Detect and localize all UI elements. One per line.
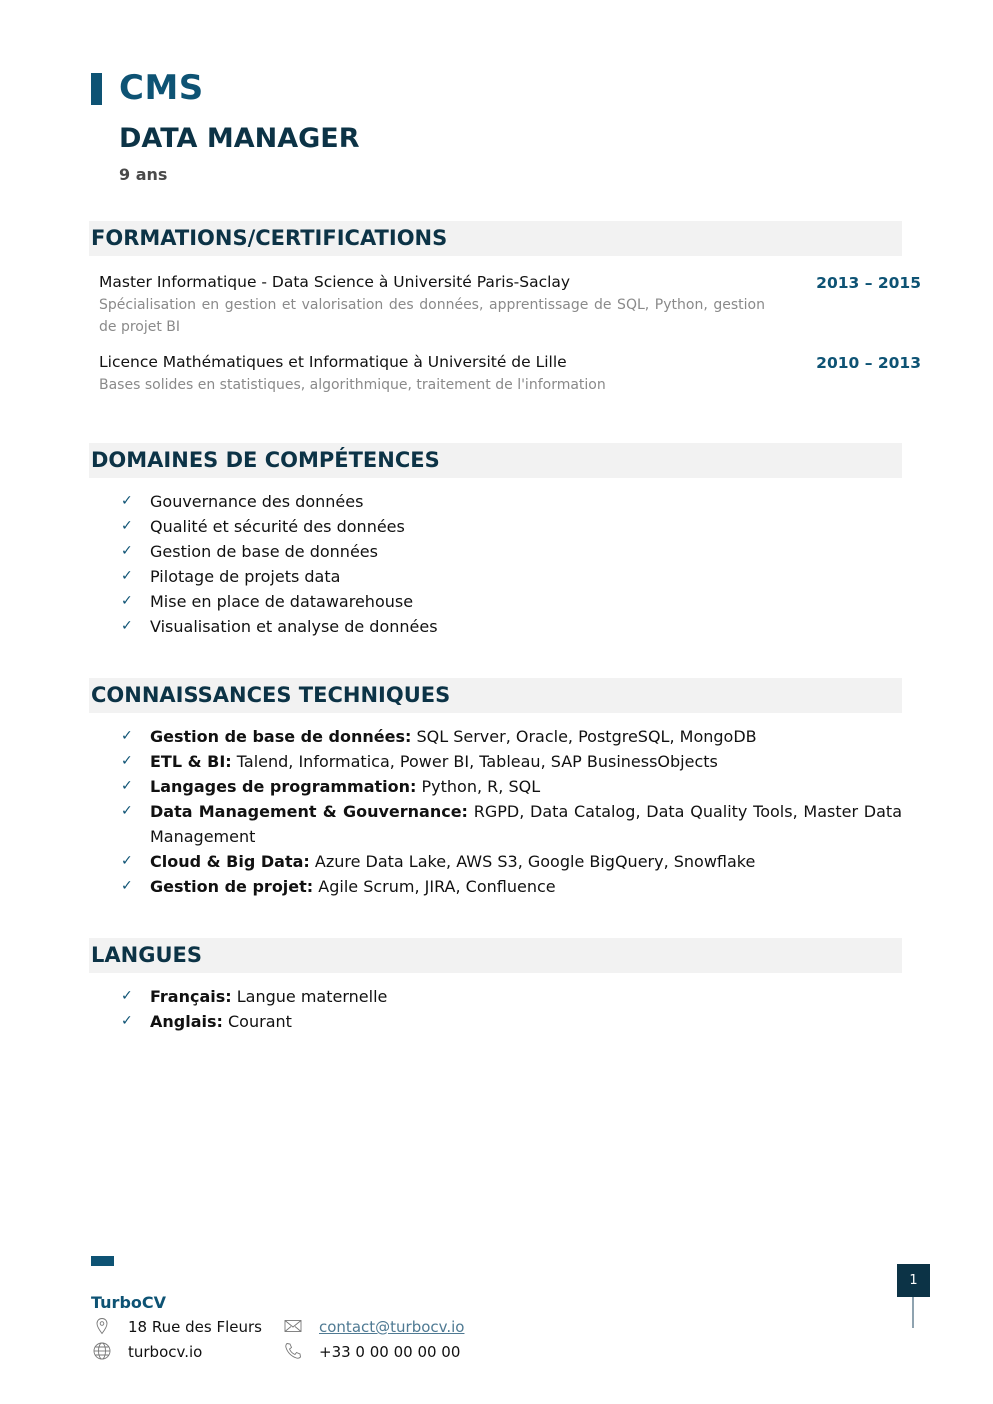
education-description: Bases solides en statistiques, algorithmique, traitement de l'information [99,377,606,393]
education-description: Spécialisation en gestion et valorisation des données, apprentissage de SQL, Python, gestion de projet BI [99,297,765,335]
item-label: Gestion de projet: [150,877,314,896]
section-title: LANGUES [91,943,202,967]
item-label: Français: [150,987,232,1006]
skills-list [121,489,902,639]
envelope-icon [283,1316,303,1336]
experience-years: 9 ans [119,165,168,184]
candidate-name: CMS [119,68,204,108]
section-header-languages [89,938,902,973]
section-header-skills [89,443,902,478]
item-value: Python, R, SQL [416,777,541,796]
item-label: ETL & BI: [150,752,232,771]
list-item: ✓ Gouvernance des données [121,489,902,514]
item-value: RGPD, Data Catalog, Data Quality Tools, Master Data Management [150,802,902,846]
item-value: Azure Data Lake, AWS S3, Google BigQuery, Snowflake [309,852,756,871]
list-item: ✓ Mise en place de datawarehouse [121,589,902,614]
education-item [99,353,921,396]
languages-list [121,984,902,1034]
list-item [121,874,902,899]
item-label: Anglais: [150,1012,223,1031]
footer-accent-bar [91,1256,114,1266]
section-header-technical [89,678,902,713]
list-item [121,774,902,799]
page-number-line [912,1297,914,1328]
item-label: Cloud & Big Data: [150,852,310,871]
map-pin-icon [92,1316,112,1336]
list-item [121,724,902,749]
check-icon: ✓ [121,1013,133,1029]
check-icon: ✓ [121,618,133,634]
footer-address: 18 Rue des Fleurs [128,1318,262,1336]
item-value: Talend, Informatica, Power BI, Tableau, SAP BusinessObjects [231,752,718,771]
list-item: ✓ Qualité et sécurité des données [121,514,902,539]
list-item [121,1009,902,1034]
footer-email [319,1318,464,1336]
check-icon: ✓ [121,803,133,819]
phone-icon [283,1341,303,1361]
list-item [121,849,902,874]
check-icon: ✓ [121,988,133,1004]
footer-website: turbocv.io [128,1343,202,1361]
check-icon: ✓ [121,493,133,509]
item-value: Langue maternelle [231,987,388,1006]
job-title: DATA MANAGER [119,123,360,154]
section-title: FORMATIONS/CERTIFICATIONS [91,226,448,250]
footer-brand: TurboCV [91,1293,167,1312]
list-item: ✓ Visualisation et analyse de données [121,614,902,639]
page-number: 1 [897,1264,930,1297]
footer-phone: +33 0 00 00 00 00 [319,1343,460,1361]
technical-list [121,724,902,899]
education-item [99,273,921,338]
item-value: Agile Scrum, JIRA, Confluence [313,877,556,896]
list-item [121,749,902,774]
globe-icon [92,1341,112,1361]
education-dates: 2013 – 2015 [816,274,921,292]
check-icon: ✓ [121,543,133,559]
check-icon: ✓ [121,878,133,894]
check-icon: ✓ [121,853,133,869]
item-label: Gestion de base de données: [150,727,412,746]
check-icon: ✓ [121,728,133,744]
item-value: SQL Server, Oracle, PostgreSQL, MongoDB [411,727,757,746]
education-dates: 2010 – 2013 [816,354,921,372]
check-icon: ✓ [121,518,133,534]
check-icon: ✓ [121,778,133,794]
item-label: Langages de programmation: [150,777,417,796]
title-accent-bar [91,73,102,105]
section-header-education [89,221,902,256]
education-title: Licence Mathématiques et Informatique à Université de Lille [99,353,567,371]
email-link[interactable]: contact@turbocv.io [319,1318,465,1336]
check-icon: ✓ [121,753,133,769]
section-title: DOMAINES DE COMPÉTENCES [91,448,440,472]
education-title: Master Informatique - Data Science à Université Paris-Saclay [99,273,571,291]
check-icon: ✓ [121,593,133,609]
item-label: Data Management & Gouvernance: [150,802,468,821]
list-item: ✓ Pilotage de projets data [121,564,902,589]
list-item [121,799,902,849]
list-item: ✓ Gestion de base de données [121,539,902,564]
check-icon: ✓ [121,568,133,584]
item-value: Courant [222,1012,292,1031]
list-item [121,984,902,1009]
section-title: CONNAISSANCES TECHNIQUES [91,683,451,707]
